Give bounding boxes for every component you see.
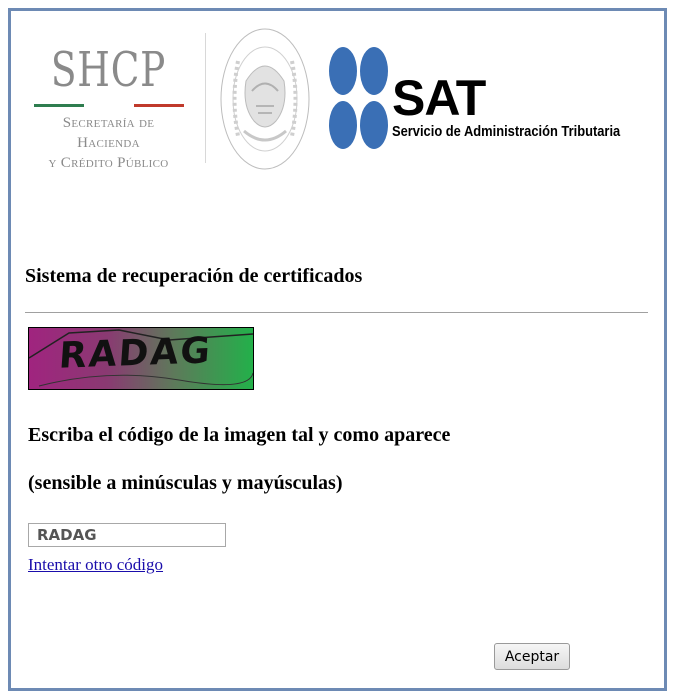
sat-subtitle: Servicio de Administración Tributaria xyxy=(392,123,621,140)
tricolor-bar xyxy=(34,104,184,107)
shcp-subtitle-line2: y Crédito Público xyxy=(48,155,169,171)
logo-divider xyxy=(205,33,206,163)
instruction-text: Escriba el código de la imagen tal y como aparece xyxy=(28,424,451,446)
sat-logo-text: SAT xyxy=(392,70,486,126)
national-seal-icon xyxy=(216,21,314,181)
accept-button[interactable]: Aceptar xyxy=(494,643,570,670)
page-frame xyxy=(8,8,667,691)
shcp-subtitle-line1: Secretaría de Hacienda xyxy=(62,115,155,151)
captcha-text: RADAG xyxy=(57,330,214,377)
page-title: Sistema de recuperación de certificados xyxy=(25,265,363,287)
sat-logo-icon xyxy=(328,46,390,150)
retry-code-link[interactable]: Intentar otro código xyxy=(28,555,164,574)
title-divider xyxy=(25,312,648,313)
shcp-logo-text: SHCP xyxy=(50,42,167,98)
captcha-code-input[interactable] xyxy=(28,523,226,547)
shcp-logo xyxy=(31,42,186,173)
captcha-image xyxy=(28,327,254,390)
case-sensitive-note: (sensible a minúsculas y mayúsculas) xyxy=(28,472,343,494)
